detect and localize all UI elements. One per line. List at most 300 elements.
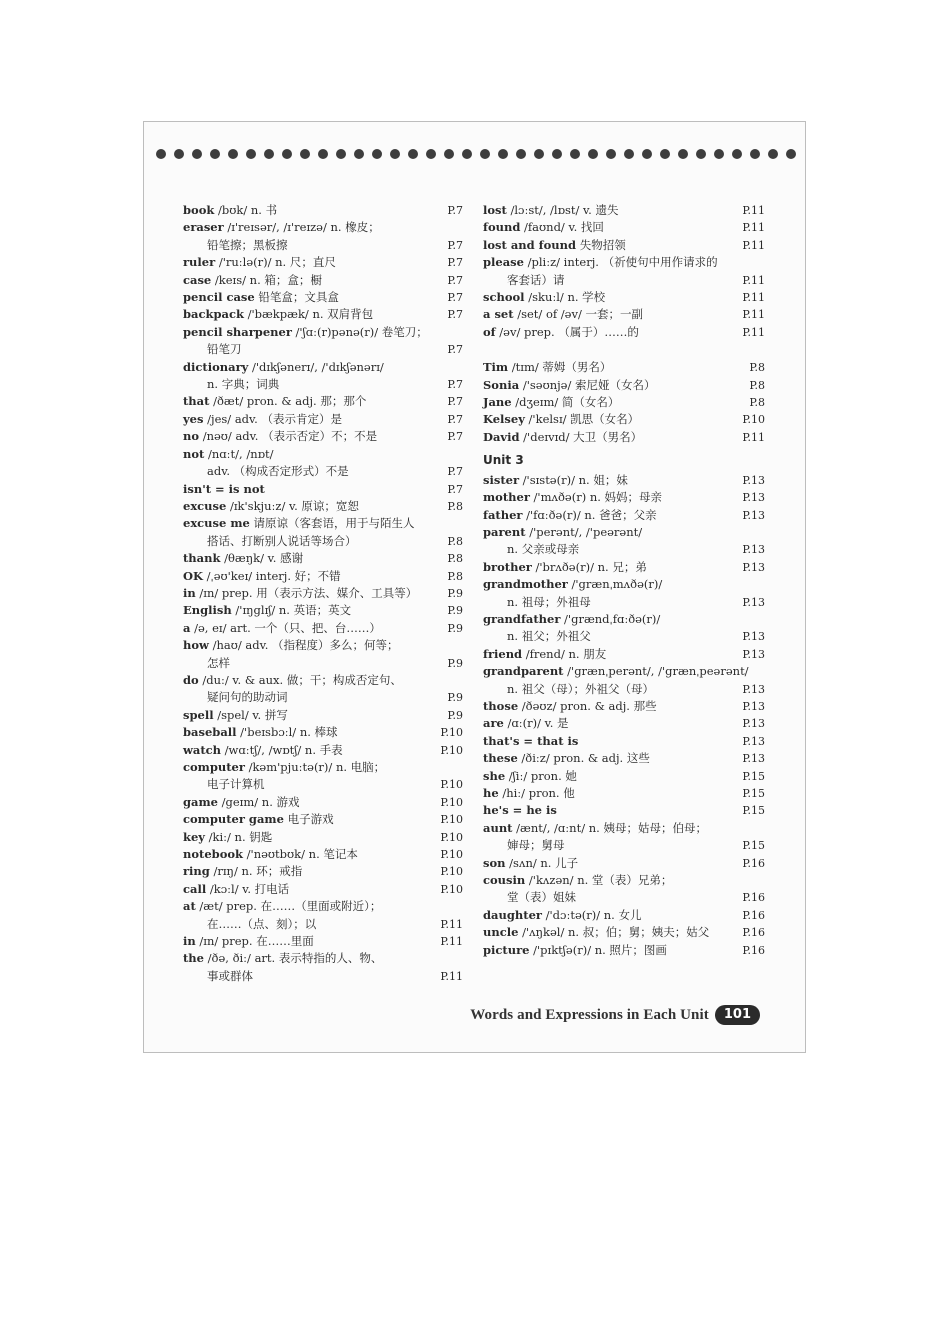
- page-reference: P.11: [742, 325, 765, 339]
- decorative-dot: [714, 149, 724, 159]
- headword: spell: [183, 707, 214, 722]
- page-reference: P.10: [440, 830, 463, 844]
- headword: key: [183, 829, 205, 844]
- page-reference: P.8: [749, 378, 765, 392]
- vocab-entry: [483, 524, 765, 559]
- page-reference: P.11: [742, 204, 765, 217]
- page-reference: P.16: [742, 856, 765, 870]
- definition-continued: 疑问句的助动词: [207, 690, 288, 705]
- page-reference: P.7: [447, 256, 463, 270]
- vocab-entry: [183, 863, 463, 880]
- entry-text: [183, 637, 423, 654]
- headword: school: [483, 290, 525, 305]
- definition: /'dɪkʃənerɪ/, /'dɪkʃənərɪ/: [248, 359, 384, 374]
- page-reference: P.13: [742, 508, 765, 522]
- definition: /ə, eɪ/ art. 一个（只、把、台……）: [190, 620, 381, 635]
- vocab-entry: [483, 559, 765, 576]
- page-reference: P.10: [440, 795, 463, 809]
- page-reference: P.10: [440, 743, 463, 757]
- entry-text: [483, 524, 725, 541]
- definition: /'sɪstə(r)/ n. 姐；妹: [519, 472, 628, 487]
- decorative-dot: [174, 149, 184, 159]
- vocab-entry: [183, 898, 463, 933]
- headword: baseball: [183, 725, 237, 740]
- vocab-entry: [183, 393, 463, 410]
- headword: a: [183, 620, 191, 635]
- headword: computer: [183, 760, 245, 774]
- definition: /kəm'pjuːtə(r)/ n. 电脑；: [244, 760, 386, 774]
- definition-continued: n. 字典；词典: [207, 377, 280, 392]
- entry-text: [483, 429, 725, 446]
- definition: /ɪk'skjuːz/ v. 原谅；宽恕: [226, 498, 359, 513]
- definition: /θæŋk/ v. 感谢: [220, 551, 304, 566]
- vocab-entry: [183, 411, 463, 428]
- definition: /faʊnd/ v. 找回: [520, 220, 604, 235]
- page-reference: P.13: [742, 734, 765, 748]
- definition: /'grænˌmʌðə(r)/: [567, 577, 663, 592]
- vocab-entry: [483, 289, 765, 306]
- headword: picture: [483, 942, 530, 957]
- page-reference: P.10: [440, 813, 463, 827]
- entry-text: [183, 829, 423, 846]
- definition: /nɑːt/, /nɒt/: [204, 446, 274, 461]
- headword: not: [183, 446, 205, 461]
- entry-text: [483, 855, 725, 872]
- vocab-entry: [483, 855, 765, 872]
- vocab-entry: [183, 759, 463, 794]
- definition: /skuːl/ n. 学校: [524, 290, 606, 305]
- headword: no: [183, 429, 200, 444]
- vocab-entry: [483, 411, 765, 428]
- decorative-dot: [624, 149, 634, 159]
- entry-text: [183, 324, 428, 341]
- definition: /keɪs/ n. 箱；盒；橱: [211, 272, 322, 287]
- headword: of: [483, 324, 496, 339]
- entry-text: [183, 202, 423, 219]
- definition-continued: 电子计算机: [207, 777, 265, 792]
- page-reference: P.8: [447, 499, 463, 513]
- definition: /'ʃɑː(r)pənə(r)/ 卷笔刀；: [291, 324, 428, 339]
- entry-text: [483, 219, 725, 236]
- headword: these: [483, 751, 518, 766]
- headword: grandfather: [483, 611, 561, 626]
- page-reference: P.7: [447, 395, 463, 409]
- entry-text: [483, 306, 725, 323]
- headword: sister: [483, 472, 520, 487]
- page-reference: P.10: [742, 413, 765, 427]
- definition: /bʊk/ n. 书: [214, 203, 278, 217]
- headword: dictionary: [183, 359, 249, 374]
- headword: David: [483, 429, 520, 444]
- unit-heading: Unit 3: [483, 453, 524, 468]
- decorative-dot: [426, 149, 436, 159]
- entry-text: [483, 289, 725, 306]
- page-reference: P.7: [447, 430, 463, 444]
- page-reference: P.7: [447, 291, 463, 305]
- entry-text: [183, 585, 423, 602]
- decorative-dot: [642, 149, 652, 159]
- headword: call: [183, 881, 207, 896]
- page-reference: P.7: [447, 465, 463, 479]
- vocab-entry: [483, 820, 765, 855]
- entry-text: [183, 602, 423, 619]
- headword: English: [183, 603, 232, 618]
- vocab-entry: [483, 324, 765, 341]
- vocab-entry: [183, 202, 463, 219]
- definition: /æt/ prep. 在……（里面或附近）；: [195, 899, 382, 914]
- vocab-entry: [183, 933, 463, 950]
- definition: /'ruːlə(r)/ n. 尺；直尺: [215, 255, 336, 270]
- headword: mother: [483, 490, 530, 505]
- entry-text: [483, 715, 725, 732]
- definition-continued: 铅笔擦；黑板擦: [207, 237, 288, 252]
- decorative-dot: [264, 149, 274, 159]
- left-column: [183, 202, 463, 985]
- decorative-dot: [768, 149, 778, 159]
- entry-text: [183, 898, 423, 915]
- entry-text: [183, 498, 423, 515]
- entry-text: [183, 759, 423, 776]
- headword: the: [183, 951, 204, 966]
- page-reference: P.9: [447, 691, 463, 705]
- headword: isn't = is not: [183, 481, 265, 496]
- entry-text: [183, 515, 423, 532]
- entry-text: [483, 254, 725, 271]
- page-reference: P.13: [742, 647, 765, 661]
- vocab-entry: [483, 942, 765, 959]
- entry-text: [183, 219, 423, 236]
- page-reference: P.13: [742, 560, 765, 574]
- definition: /ðiːz/ pron. & adj. 这些: [517, 751, 650, 766]
- headword: OK: [183, 568, 204, 583]
- page-reference: P.8: [749, 361, 765, 375]
- headword: aunt: [483, 820, 513, 835]
- definition: /'perənt/, /'peərənt/: [525, 524, 643, 539]
- headword: he: [483, 786, 499, 800]
- definition: /'səʊnjə/ 索尼娅（女名）: [519, 377, 656, 392]
- page-reference: P.13: [742, 595, 765, 609]
- vocab-entry: [183, 219, 463, 254]
- decorative-dot: [786, 149, 796, 159]
- entry-text: [483, 750, 725, 767]
- headword: that: [183, 394, 210, 409]
- definition: /pliːz/ interj. （祈使句中用作请求的: [523, 255, 718, 270]
- decorative-dot: [498, 149, 508, 159]
- entry-text: [483, 576, 725, 593]
- definition: /'bækpæk/ n. 双肩背包: [243, 307, 374, 322]
- page-reference: P.10: [440, 726, 463, 740]
- vocab-entry: [183, 289, 463, 306]
- definition-continued: n. 祖母；外祖母: [507, 594, 591, 609]
- headword: do: [183, 672, 199, 687]
- page-reference: P.16: [742, 943, 765, 957]
- entry-text: [483, 942, 725, 959]
- page-reference: P.9: [447, 604, 463, 618]
- entry-text: [183, 272, 423, 289]
- page-reference: P.9: [447, 656, 463, 670]
- vocab-entry: [183, 446, 463, 481]
- headword: how: [183, 638, 209, 653]
- definition: /'kʌzən/ n. 堂（表）兄弟；: [525, 873, 673, 888]
- entry-text: [183, 359, 423, 376]
- vocab-entry: [183, 306, 463, 323]
- definition: 失物招领: [576, 237, 626, 252]
- vocab-entry: [183, 568, 463, 585]
- headword: son: [483, 855, 506, 870]
- page-reference: P.7: [447, 308, 463, 322]
- headword: excuse: [183, 498, 227, 513]
- vocab-entry: [483, 698, 765, 715]
- headword: yes: [183, 411, 204, 426]
- entry-text: [483, 472, 725, 489]
- entry-text: [183, 428, 423, 445]
- page-reference: P.9: [447, 621, 463, 635]
- page-reference: P.7: [447, 204, 463, 217]
- page-reference: P.7: [447, 482, 463, 496]
- entry-text: [183, 550, 423, 567]
- decorative-dot-row: [156, 146, 796, 162]
- definition: /'brʌðə(r)/ n. 兄；弟: [531, 559, 647, 574]
- definition: 电子游戏: [283, 812, 334, 827]
- vocab-entry: [483, 237, 765, 254]
- page-reference: P.11: [440, 917, 463, 931]
- headword: in: [183, 585, 196, 600]
- page-reference: P.15: [742, 804, 765, 818]
- vocab-entry: [483, 663, 765, 698]
- vocab-entry: [183, 585, 463, 602]
- headword: game: [183, 794, 218, 809]
- definition: /'fɑːðə(r)/ n. 爸爸；父亲: [522, 507, 657, 522]
- page-reference: P.16: [742, 891, 765, 905]
- decorative-dot: [588, 149, 598, 159]
- decorative-dot: [354, 149, 364, 159]
- definition: 请原谅（客套语，用于与陌生人: [249, 516, 415, 531]
- footer-title: Words and Expressions in Each Unit: [470, 1006, 709, 1023]
- definition: /'kelsɪ/ 凯思（女名）: [524, 412, 640, 427]
- decorative-dot: [408, 149, 418, 159]
- page-reference: P.10: [440, 882, 463, 896]
- definition: /ðə, ðiː/ art. 表示特指的人、物、: [204, 951, 383, 966]
- headword: Kelsey: [483, 412, 525, 427]
- definition-continued: n. 祖父（母）；外祖父（母）: [507, 681, 654, 696]
- definition: /haʊ/ adv. （指程度）多么；何等；: [208, 638, 399, 653]
- definition-continued: 客套话）请: [507, 272, 565, 287]
- decorative-dot: [732, 149, 742, 159]
- definition: /ɪ'reɪsər/, /ɪ'reɪzə/ n. 橡皮；: [223, 220, 380, 235]
- definition-continued: 事或群体: [207, 968, 253, 983]
- page-reference: P.11: [440, 969, 463, 983]
- page-reference: P.11: [742, 238, 765, 252]
- page-reference: P.11: [742, 430, 765, 444]
- vocab-entry: [483, 924, 765, 941]
- entry-text: [483, 359, 725, 376]
- unit3-list: [483, 472, 765, 959]
- page-reference: P.11: [742, 291, 765, 305]
- page-reference: P.11: [742, 273, 765, 287]
- headword: book: [183, 203, 215, 217]
- entry-text: [183, 254, 423, 271]
- page-reference: P.7: [447, 343, 463, 357]
- decorative-dot: [192, 149, 202, 159]
- page-reference: P.15: [742, 769, 765, 783]
- vocab-entry: [183, 724, 463, 741]
- definition: /ɑː(r)/ v. 是: [503, 716, 569, 731]
- entry-text: [483, 872, 725, 889]
- entry-text: [183, 446, 423, 463]
- entry-text: [183, 481, 423, 498]
- page-reference: P.16: [742, 908, 765, 922]
- vocab-entry: [183, 829, 463, 846]
- vocab-entry: [183, 359, 463, 394]
- vocab-entry: [183, 846, 463, 863]
- headword: grandmother: [483, 577, 568, 592]
- headword: notebook: [183, 847, 244, 862]
- entry-text: [183, 811, 423, 828]
- definition: /kɔːl/ v. 打电话: [206, 881, 290, 896]
- definition: /'ʌŋkəl/ n. 叔；伯；舅；姨夫；姑父: [518, 925, 710, 940]
- definition: /ʃiː/ pron. 她: [505, 768, 577, 783]
- headword: grandparent: [483, 664, 564, 679]
- entry-text: [483, 907, 725, 924]
- definition: 铅笔盒；文具盒: [254, 290, 339, 305]
- definition-continued: 堂（表）姐妹: [507, 890, 576, 905]
- headword: cousin: [483, 873, 526, 888]
- headword: case: [183, 272, 212, 287]
- decorative-dot: [480, 149, 490, 159]
- vocab-entry: [483, 576, 765, 611]
- decorative-dot: [336, 149, 346, 159]
- names-list: [483, 359, 765, 446]
- vocab-entry: [183, 481, 463, 498]
- definition: /rɪŋ/ n. 环；戒指: [209, 864, 303, 879]
- definition: /'ɪŋglɪʃ/ n. 英语；英文: [231, 603, 352, 618]
- headword: those: [483, 698, 519, 713]
- definition: /jes/ adv. （表示肯定）是: [203, 411, 342, 426]
- definition-continued: 搭话、打断别人说话等场合）: [207, 533, 357, 548]
- entry-text: [483, 377, 725, 394]
- decorative-dot: [372, 149, 382, 159]
- decorative-dot: [660, 149, 670, 159]
- right-column-top-list: [483, 202, 765, 341]
- vocab-entry: [183, 272, 463, 289]
- entry-text: [483, 489, 725, 506]
- definition-continued: n. 祖父；外祖父: [507, 629, 591, 644]
- page-reference: P.7: [447, 412, 463, 426]
- headword: found: [483, 220, 521, 235]
- vocab-entry: [183, 672, 463, 707]
- headword: friend: [483, 646, 523, 661]
- headword: parent: [483, 524, 526, 539]
- definition: /dʒeɪm/ 简（女名）: [511, 395, 620, 410]
- headword: computer game: [183, 812, 284, 827]
- vocab-entry: [483, 646, 765, 663]
- vocab-entry: [183, 637, 463, 672]
- entry-text: [183, 568, 423, 585]
- headword: lost: [483, 203, 507, 217]
- page-reference: P.7: [447, 378, 463, 392]
- decorative-dot: [462, 149, 472, 159]
- page-reference: P.10: [440, 778, 463, 792]
- right-column: [483, 202, 765, 959]
- definition: /'nəʊtbʊk/ n. 笔记本: [243, 847, 358, 862]
- entry-text: [183, 393, 423, 410]
- decorative-dot: [552, 149, 562, 159]
- definition: /ðæt/ pron. & adj. 那；那个: [209, 394, 367, 409]
- page-reference: P.13: [742, 491, 765, 505]
- decorative-dot: [696, 149, 706, 159]
- vocab-entry: [183, 881, 463, 898]
- definition: /spel/ v. 拼写: [213, 707, 288, 722]
- headword: pencil case: [183, 290, 255, 305]
- headword: watch: [183, 742, 222, 757]
- vocab-entry: [483, 611, 765, 646]
- vocab-entry: [483, 785, 765, 802]
- definition: /tɪm/ 蒂姆（男名）: [508, 360, 612, 375]
- entry-text: [183, 289, 423, 306]
- entry-text: [183, 306, 423, 323]
- headword: eraser: [183, 220, 224, 235]
- definition: /əv/ prep. （属于）……的: [495, 324, 639, 339]
- definition: /geɪm/ n. 游戏: [217, 794, 300, 809]
- entry-text: [183, 933, 423, 950]
- entry-text: [183, 794, 423, 811]
- page-reference: P.10: [440, 848, 463, 862]
- definition-continued: 在……（点、刻）；以: [207, 916, 317, 931]
- headword: lost and found: [483, 237, 577, 252]
- vocab-entry: [483, 472, 765, 489]
- page-reference: P.11: [440, 935, 463, 949]
- decorative-dot: [246, 149, 256, 159]
- entry-text: [183, 411, 423, 428]
- entry-text: [483, 663, 749, 680]
- definition-continued: adv. （构成否定形式）不是: [207, 464, 349, 479]
- entry-text: [183, 846, 423, 863]
- vocab-entry: [183, 707, 463, 724]
- page-reference: P.11: [742, 308, 765, 322]
- entry-text: [183, 742, 423, 759]
- vocab-entry: [483, 750, 765, 767]
- vocab-entry: [483, 733, 765, 750]
- entry-text: [183, 724, 423, 741]
- page-reference: P.13: [742, 682, 765, 696]
- decorative-dot: [390, 149, 400, 159]
- decorative-dot: [750, 149, 760, 159]
- vocab-entry: [483, 219, 765, 236]
- vocab-entry: [183, 254, 463, 271]
- vocab-entry: [483, 306, 765, 323]
- decorative-dot: [210, 149, 220, 159]
- vocab-entry: [483, 715, 765, 732]
- headword: she: [483, 768, 506, 783]
- page-reference: P.13: [742, 543, 765, 557]
- entry-text: [483, 646, 725, 663]
- definition: /ɪn/ prep. 用（表示方法、媒介、工具等）: [195, 585, 418, 600]
- definition: /set/ of /əv/ 一套；一副: [513, 307, 643, 322]
- headword: backpack: [183, 307, 244, 322]
- entry-text: [483, 768, 725, 785]
- headword: in: [183, 934, 196, 949]
- vocab-entry: [483, 872, 765, 907]
- vocab-entry: [483, 254, 765, 289]
- headword: thank: [183, 551, 221, 566]
- decorative-dot: [318, 149, 328, 159]
- definition: /ˌəʊ'keɪ/ interj. 好；不错: [203, 568, 341, 583]
- decorative-dot: [678, 149, 688, 159]
- definition: /'dɔːtə(r)/ n. 女儿: [541, 907, 642, 922]
- definition: /wɑːtʃ/, /wɒtʃ/ n. 手表: [221, 742, 343, 757]
- page-reference: P.16: [742, 926, 765, 940]
- vocab-entry: [483, 907, 765, 924]
